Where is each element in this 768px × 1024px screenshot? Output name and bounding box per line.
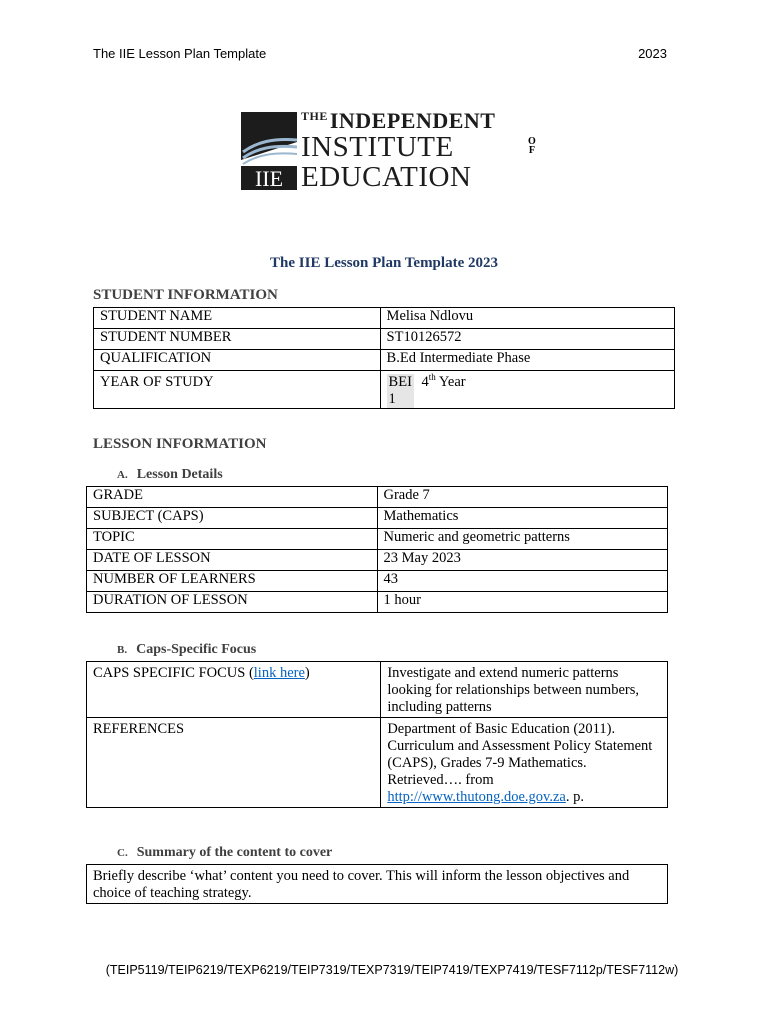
student-information-table (93, 307, 675, 409)
running-header-year: 2023 (638, 46, 667, 61)
table-row (87, 592, 668, 613)
footer-module-codes: (TEIP5119/TEIP6219/TEXP6219/TEIP7319/TEXP7319/TEIP7419/TEXP7419/TESF7112p/TESF7112w) (105, 963, 679, 977)
logo-of: O F (528, 136, 536, 156)
cell-value: ST10126572 (380, 329, 674, 350)
table-row (94, 308, 675, 329)
cell-label: GRADE (87, 487, 378, 508)
caps-focus-label: CAPS SPECIFIC FOCUS (link here) (87, 662, 381, 718)
logo-independent: INDEPENDENT (329, 108, 496, 133)
cell-value-year (380, 371, 674, 409)
cell-label: YEAR OF STUDY (94, 371, 381, 409)
year-of-study: 4th Year (421, 372, 466, 390)
logo-badge-text: IIE (254, 166, 284, 191)
thutong-link[interactable]: http://www.thutong.doe.gov.za (387, 789, 566, 805)
cell-value: B.Ed Intermediate Phase (380, 350, 674, 371)
running-header-title: The IIE Lesson Plan Template (93, 46, 267, 61)
cell-label: SUBJECT (CAPS) (87, 508, 378, 529)
summary-heading: C. Summary of the content to cover (117, 845, 333, 860)
lesson-details-table (86, 486, 668, 613)
table-row (94, 329, 675, 350)
student-information-heading: STUDENT INFORMATION (93, 287, 278, 303)
caps-link[interactable]: link here (253, 665, 305, 681)
table-row (87, 718, 668, 808)
logo-the: THE (301, 109, 328, 123)
summary-table (86, 864, 668, 904)
caps-focus-heading: B. Caps-Specific Focus (117, 642, 257, 657)
cell-label: DATE OF LESSON (87, 550, 378, 571)
logo-institute: INSTITUTE (301, 131, 454, 163)
table-row (94, 350, 675, 371)
table-row (94, 371, 675, 409)
cell-value: Numeric and geometric patterns (377, 529, 668, 550)
table-row (87, 487, 668, 508)
caps-focus-value: Investigate and extend numeric patterns looking for relationships between numbers, including patterns (381, 662, 668, 718)
cell-value: 43 (377, 571, 668, 592)
summary-instruction: Briefly describe ‘what’ content you need to cover. This will inform the lesson objectives and choice of teaching strategy. (87, 865, 668, 904)
cell-label: DURATION OF LESSON (87, 592, 378, 613)
caps-focus-table (86, 661, 668, 808)
table-row (87, 550, 668, 571)
iie-logo (239, 108, 541, 192)
table-row (87, 571, 668, 592)
cell-label: STUDENT NAME (94, 308, 381, 329)
references-value: Department of Basic Education (2011). Curriculum and Assessment Policy Statement (CAPS), Grades 7-9 Mathematics. Retrieved…. from http://www.thutong.doe.gov.za. p. (381, 718, 668, 808)
logo-emblem-icon (239, 108, 299, 192)
cell-label: TOPIC (87, 529, 378, 550)
logo-education: EDUCATION (301, 161, 472, 193)
table-row (87, 508, 668, 529)
cell-value: Mathematics (377, 508, 668, 529)
cell-value: Melisa Ndlovu (380, 308, 674, 329)
table-row (87, 662, 668, 718)
cell-value: Grade 7 (377, 487, 668, 508)
lesson-information-heading: LESSON INFORMATION (93, 436, 267, 452)
cell-label: NUMBER OF LEARNERS (87, 571, 378, 592)
table-row (87, 865, 668, 904)
cell-value: 23 May 2023 (377, 550, 668, 571)
references-label: REFERENCES (87, 718, 381, 808)
cell-label: STUDENT NUMBER (94, 329, 381, 350)
document-title: The IIE Lesson Plan Template 2023 (270, 255, 498, 271)
cell-label: QUALIFICATION (94, 350, 381, 371)
table-row (87, 529, 668, 550)
year-code: BEI 1 (388, 374, 412, 407)
lesson-details-heading: A. Lesson Details (117, 467, 223, 482)
cell-value: 1 hour (377, 592, 668, 613)
